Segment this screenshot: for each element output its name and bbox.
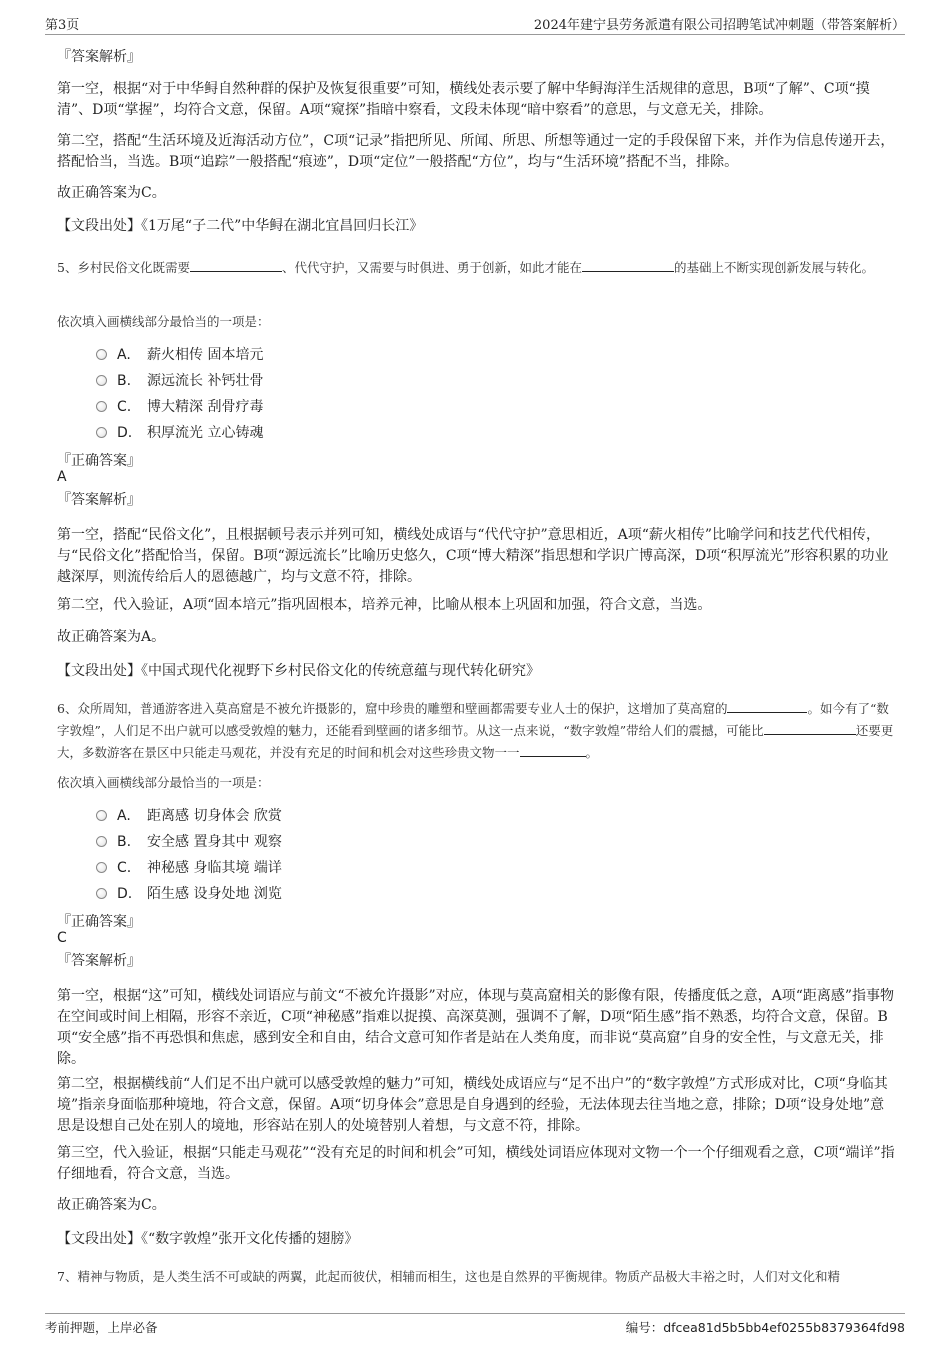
q5-option-b[interactable]: B. 源远流长 补钙壮骨 xyxy=(96,371,263,391)
radio-icon[interactable] xyxy=(96,836,107,847)
blank-1 xyxy=(727,697,807,713)
q5-analysis-para2: 第二空，代入验证，A项“固本培元”指巩固根本，培养元神，比喻从根本上巩固和加强，符合文意，当选。 xyxy=(57,597,712,613)
q5-option-c[interactable]: C. 博大精深 刮骨疗毒 xyxy=(96,397,263,417)
q5-correct-answer: A xyxy=(57,469,67,485)
q4-conclusion: 故正确答案为C。 xyxy=(57,185,166,201)
q6-analysis-para3: 第三空，代入验证，根据“只能走马观花”“没有充足的时间和机会”可知，横线处词语应体现对文物一个一个仔细观看之意，C项“端详”指仔细地看，符合文意，当选。 xyxy=(57,1145,895,1182)
q6-source: 【文段出处】《“数字敦煌”张开文化传播的翅膀》 xyxy=(57,1231,359,1247)
blank-2 xyxy=(764,719,856,735)
document-title: 2024年建宁县劳务派遣有限公司招聘笔试冲刺题（带答案解析） xyxy=(533,18,905,33)
q5-correct-label: 『正确答案』 xyxy=(57,453,141,469)
q5-option-a[interactable]: A. 薪火相传 固本培元 xyxy=(96,345,263,365)
q6-option-a[interactable]: A. 距离感 切身体会 欣赏 xyxy=(96,806,282,826)
q6-option-c[interactable]: C. 神秘感 身临其境 端详 xyxy=(96,858,282,878)
q6-stem: 6、众所周知，普通游客进入莫高窟是不被允许摄影的，窟中珍贵的雕塑和壁画都需要专业人士的保护，这增加了莫高窟的 。如今有了“数字敦煌”，人们足不出户就可以感受敦煌的魅力，还能看到壁画的诸多细节。从这一点来说，“数字敦煌”带给人们的震撼，可能比 还要更大，多数游客在景区中只能走马观花，并没有充足的时间和机会对这些珍贵文物一一 。 xyxy=(57,697,897,763)
radio-icon[interactable] xyxy=(96,810,107,821)
radio-icon[interactable] xyxy=(96,401,107,412)
q6-correct-answer: C xyxy=(57,930,67,946)
q6-option-d[interactable]: D. 陌生感 设身处地 浏览 xyxy=(96,884,282,904)
footer-slogan: 考前押题，上岸必备 xyxy=(45,1320,158,1335)
radio-icon[interactable] xyxy=(96,375,107,386)
page-footer xyxy=(45,1313,905,1336)
page-header xyxy=(45,10,905,35)
blank-3 xyxy=(520,741,586,757)
radio-icon[interactable] xyxy=(96,349,107,360)
q6-analysis-para2: 第二空，根据横线前“人们足不出户就可以感受敦煌的魅力”可知，横线处成语应与“足不出户”的“数字敦煌”方式形成对比，C项“身临其境”指亲身面临那种境地，符合文意，保留。A项“切身体会”意思是自身遇到的经验，无法体现去往当地之意，排除；D项“设身处地”意思是设想自己处在别人的境地，形容站在别人的处境替别人着想，与文意不符，排除。 xyxy=(57,1076,888,1134)
q6-analysis-label: 『答案解析』 xyxy=(57,953,141,969)
q6-prompt: 依次填入画横线部分最恰当的一项是： xyxy=(57,775,270,790)
document-code: 编号：dfcea81d5b5bb4ef0255b8379364fd98 xyxy=(625,1320,905,1335)
radio-icon[interactable] xyxy=(96,427,107,438)
q5-stem: 5、乡村民俗文化既需要 、代代守护，又需要与时俱进、勇于创新，如此才能在 的基础上不断实现创新发展与转化。 xyxy=(57,256,897,278)
q4-analysis-para1: 第一空，根据“对于中华鲟自然种群的保护及恢复很重要”可知，横线处表示要了解中华鲟海洋生活规律的意思，B项“了解”、C项“摸清”、D项“掌握”，均符合文意，保留。A项“窥探”指暗中察看，文段未体现“暗中察看”的意思，与文意无关，排除。 xyxy=(57,81,870,118)
q5-source: 【文段出处】《中国式现代化视野下乡村民俗文化的传统意蕴与现代转化研究》 xyxy=(57,663,540,679)
q5-analysis-para1: 第一空，搭配“民俗文化”，且根据顿号表示并列可知，横线处成语与“代代守护”意思相近，A项“薪火相传”比喻学问和技艺代代相传，与“民俗文化”搭配恰当，保留。B项“源远流长”比喻历史悠久，C项“博大精深”指思想和学识广博高深，D项“积厚流光”形容积累的功业越深厚，则流传给后人的恩德越广，均与文意不符，排除。 xyxy=(57,527,889,585)
q6-correct-label: 『正确答案』 xyxy=(57,914,141,930)
q5-option-d[interactable]: D. 积厚流光 立心铸魂 xyxy=(96,423,263,443)
q6-analysis-para1: 第一空，根据“这”可知，横线处词语应与前文“不被允许摄影”对应，体现与莫高窟相关的影像有限，传播度低之意，A项“距离感”指事物在空间或时间上相隔，形容不亲近，C项“神秘感”指难以捉摸、高深莫测，强调不了解，D项“陌生感”指不熟悉，均符合文意，保留。B项“安全感”指不再恐惧和焦虑，感到安全和自由，结合文意可知作者是站在人类角度，而非说“莫高窟”自身的安全性，与文意无关，排除。 xyxy=(57,988,895,1067)
q4-analysis-para2: 第二空，搭配“生活环境及近海活动方位”，C项“记录”指把所见、所闻、所思、所想等通过一定的手段保留下来，并作为信息传递开去，搭配恰当，当选。B项“追踪”一般搭配“痕迹”，D项“定位”一般搭配“方位”，均与“生活环境”搭配不当，排除。 xyxy=(57,133,895,170)
q6-conclusion: 故正确答案为C。 xyxy=(57,1197,166,1213)
q5-analysis-label: 『答案解析』 xyxy=(57,492,141,508)
blank-2 xyxy=(582,256,674,272)
q6-option-b[interactable]: B. 安全感 置身其中 观察 xyxy=(96,832,282,852)
q5-conclusion: 故正确答案为A。 xyxy=(57,629,166,645)
q5-prompt: 依次填入画横线部分最恰当的一项是： xyxy=(57,314,270,329)
q4-source: 【文段出处】《1万尾“子二代”中华鲟在湖北宜昌回归长江》 xyxy=(57,218,424,234)
q7-stem: 7、精神与物质，是人类生活不可或缺的两翼，此起而彼伏，相辅而相生，这也是自然界的平衡规律。物质产品极大丰裕之时，人们对文化和精 xyxy=(57,1269,840,1284)
page-number: 第3页 xyxy=(45,18,80,33)
blank-1 xyxy=(190,256,282,272)
q4-analysis-label: 『答案解析』 xyxy=(57,49,141,65)
radio-icon[interactable] xyxy=(96,862,107,873)
radio-icon[interactable] xyxy=(96,888,107,899)
